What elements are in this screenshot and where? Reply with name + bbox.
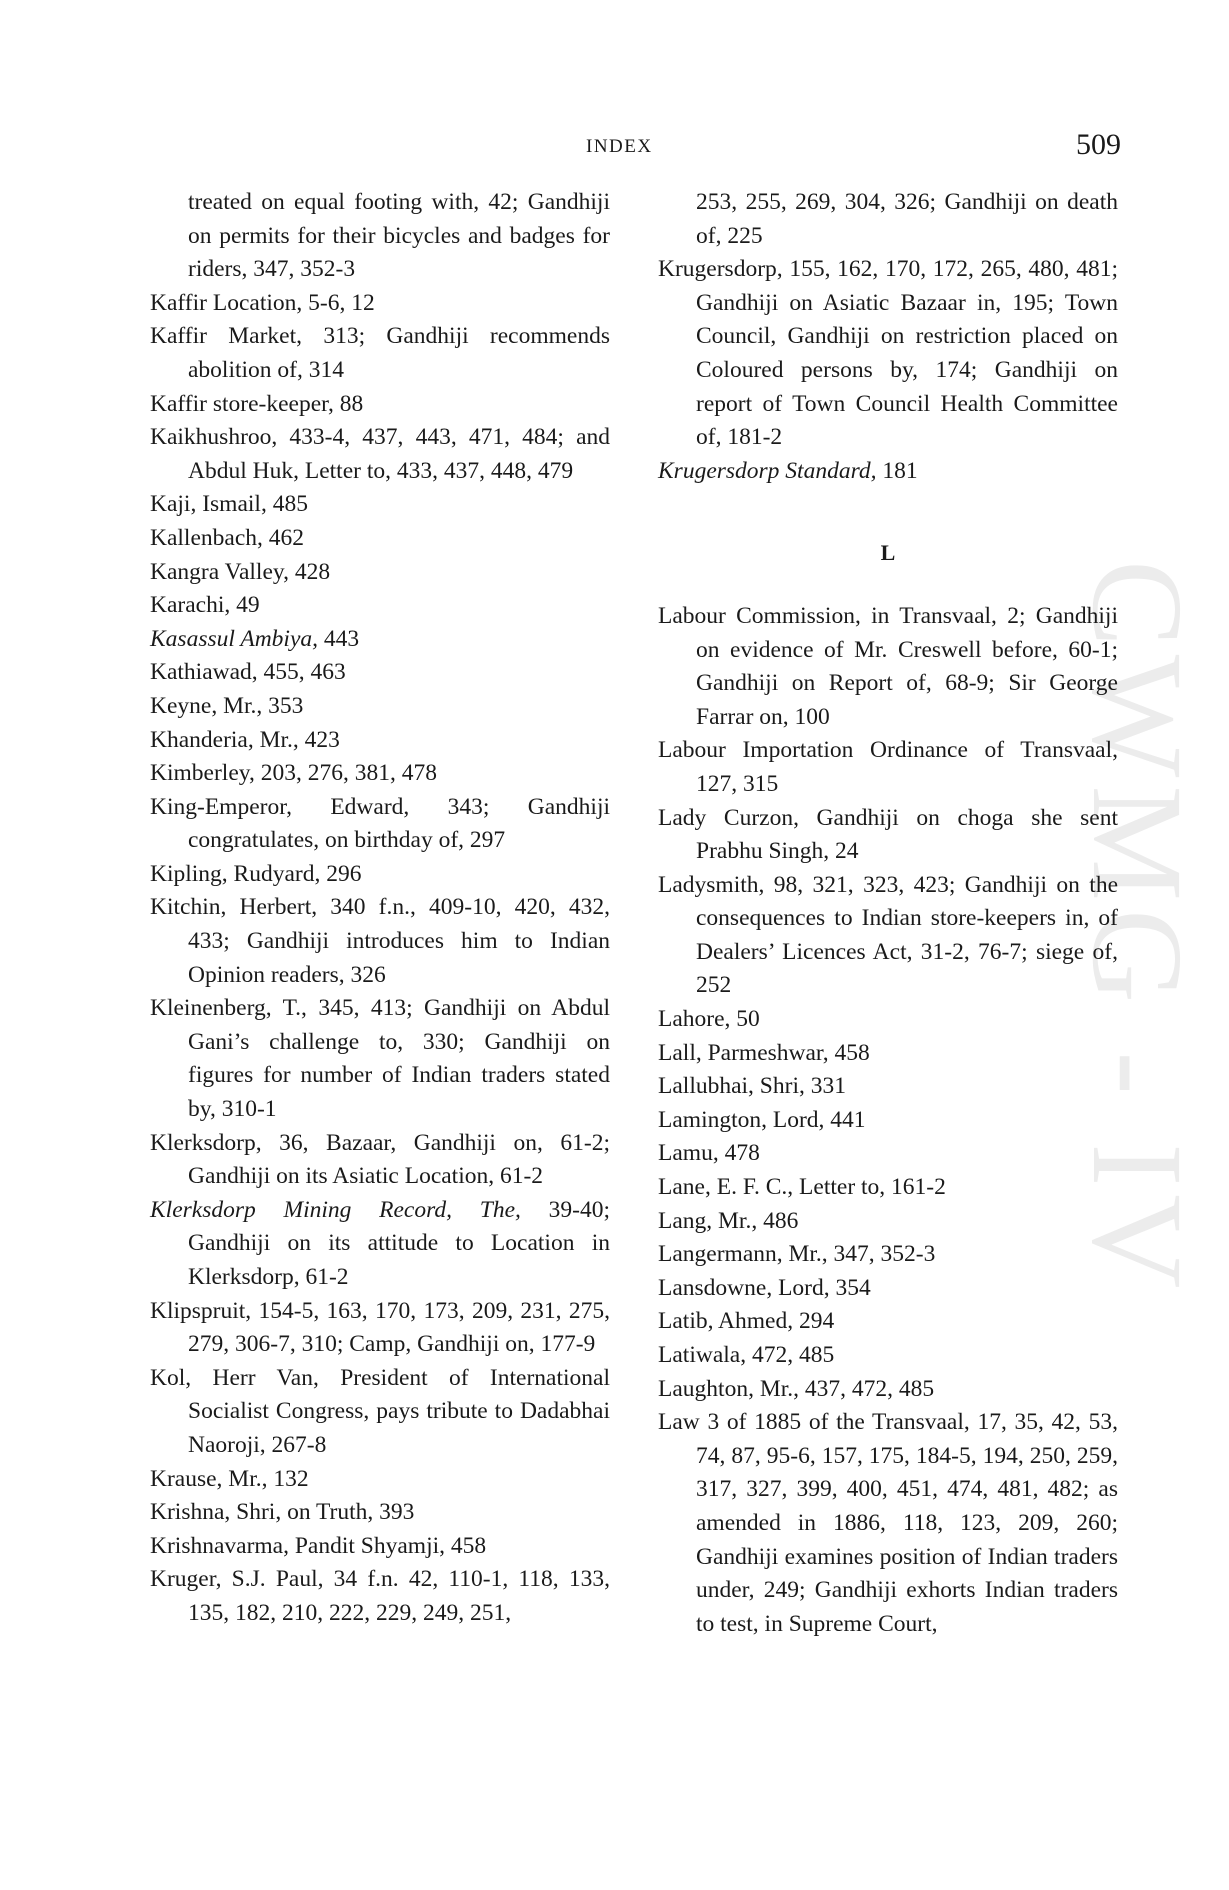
entry-text: Kaffir Market, 313; Gandhiji recommends abolition of, 314 — [150, 323, 610, 383]
index-entry — [658, 1070, 1118, 1104]
index-entry — [150, 690, 610, 724]
index-entry — [150, 992, 610, 1126]
index-column-left — [150, 186, 610, 1631]
index-entry — [658, 1272, 1118, 1306]
index-entry — [658, 1406, 1118, 1641]
entry-text: treated on equal footing with, 42; Gandhiji on permits for their bicycles and badges for riders, 347, 352-3 — [188, 189, 610, 283]
entry-text: Krishna, Shri, on Truth, 393 — [150, 1499, 415, 1526]
entry-text: Latib, Ahmed, 294 — [658, 1308, 835, 1335]
index-entry — [150, 320, 610, 387]
index-entry — [658, 1171, 1118, 1205]
entry-text: Lall, Parmeshwar, 458 — [658, 1039, 870, 1066]
index-entry — [658, 1373, 1118, 1407]
index-entry — [150, 287, 610, 321]
entry-text: Kathiawad, 455, 463 — [150, 659, 346, 686]
index-entry — [658, 1339, 1118, 1373]
entry-text: Keyne, Mr., 353 — [150, 692, 304, 719]
index-column-right — [658, 186, 1118, 1641]
entry-text: 39-40; Gandhiji on its attitude to Location in Klerksdorp, 61-2 — [188, 1196, 610, 1290]
index-entry — [150, 488, 610, 522]
entry-text: Lahore, 50 — [658, 1006, 760, 1033]
entry-text: Langermann, Mr., 347, 352-3 — [658, 1241, 936, 1268]
index-entry — [658, 600, 1118, 734]
index-entry — [150, 1496, 610, 1530]
entry-text: Labour Importation Ordinance of Transvaal, 127, 315 — [658, 737, 1118, 797]
index-entry — [150, 556, 610, 590]
index-entry — [150, 791, 610, 858]
index-entry — [150, 891, 610, 992]
entry-text: Ladysmith, 98, 321, 323, 423; Gandhiji on the consequences to Indian store-keepers in, of Dealers’ Licences Act, 31-2, 76-7; siege of, 252 — [658, 871, 1118, 999]
entry-text: Kol, Herr Van, President of International Socialist Congress, pays tribute to Dadabhai Naoroji, 267-8 — [150, 1364, 610, 1458]
index-entry — [658, 455, 1118, 489]
index-entry — [150, 858, 610, 892]
entry-text: Krugersdorp, 155, 162, 170, 172, 265, 480, 481; Gandhiji on Asiatic Bazaar in, 195; Town Council, Gandhiji on restriction placed on Coloured persons by, 174; Gandhiji on report of Town Council Health Committee of, 181-2 — [658, 256, 1118, 451]
index-entry — [150, 656, 610, 690]
entry-text: Krause, Mr., 132 — [150, 1465, 309, 1492]
entry-text: Lang, Mr., 486 — [658, 1207, 799, 1234]
entry-text: Kangra Valley, 428 — [150, 558, 331, 585]
page-number: 509 — [1076, 128, 1121, 161]
entry-text: Lamu, 478 — [658, 1140, 760, 1167]
running-header: INDEX — [586, 136, 653, 157]
index-entry — [658, 253, 1118, 455]
entry-text: Kaikhushroo, 433-4, 437, 443, 471, 484; and Abdul Huk, Letter to, 433, 437, 448, 479 — [150, 424, 610, 484]
entry-italic-title: Krugersdorp Standard, — [658, 457, 877, 484]
entry-text: Klerksdorp, 36, Bazaar, Gandhiji on, 61-2; Gandhiji on its Asiatic Location, 61-2 — [150, 1129, 610, 1190]
index-entry — [150, 724, 610, 758]
index-entry — [150, 421, 610, 488]
index-entry — [150, 1463, 610, 1497]
entry-italic-title: Klerksdorp Mining Record, The, — [150, 1196, 521, 1223]
entry-text: 443 — [318, 625, 360, 652]
entry-text: Khanderia, Mr., 423 — [150, 726, 340, 753]
index-entry — [150, 1530, 610, 1564]
index-entry — [658, 802, 1118, 869]
entry-text: Law 3 of 1885 of the Transvaal, 17, 35, 42, 53, 74, 87, 95-6, 157, 175, 184-5, 194, 250, 259, 317, 327, 399, 400, 451, 474, 481, 482; as amended in 1886, 118, 123, 209, 260; Gandhiji examines position of Indian traders under, 249; Gandhiji exhorts Indian traders to test, in Supreme Court, — [658, 1409, 1118, 1637]
index-entry — [150, 589, 610, 623]
entry-text: Kaffir store-keeper, 88 — [150, 390, 364, 417]
entry-text: Krishnavarma, Pandit Shyamji, 458 — [150, 1532, 487, 1559]
index-entry — [150, 757, 610, 791]
entry-text: Lallubhai, Shri, 331 — [658, 1073, 846, 1100]
index-entry — [658, 186, 1118, 253]
index-entry — [150, 1127, 610, 1194]
entry-text: Kallenbach, 462 — [150, 524, 305, 551]
entry-text: Lady Curzon, Gandhiji on choga she sent Prabhu Singh, 24 — [658, 804, 1118, 865]
entry-text: Laughton, Mr., 437, 472, 485 — [658, 1375, 935, 1402]
entry-italic-title: Kasassul Ambiya, — [150, 625, 318, 652]
index-entry — [658, 1104, 1118, 1138]
index-entry — [658, 1037, 1118, 1071]
index-entry — [150, 623, 610, 657]
entry-text: Kitchin, Herbert, 340 f.n., 409-10, 420, 432, 433; Gandhiji introduces him to Indian Opinion readers, 326 — [150, 894, 610, 988]
entry-text: Klipspruit, 154-5, 163, 170, 173, 209, 231, 275, 279, 306-7, 310; Camp, Gandhiji on, 177-9 — [150, 1297, 610, 1358]
index-entry — [658, 1305, 1118, 1339]
entry-text: Kaji, Ismail, 485 — [150, 491, 308, 518]
watermark: CWMG - IV — [1065, 560, 1209, 1297]
entry-text: King-Emperor, Edward, 343; Gandhiji congratulates, on birthday of, 297 — [150, 793, 610, 854]
entry-text: Latiwala, 472, 485 — [658, 1342, 835, 1368]
entry-text: Kruger, S.J. Paul, 34 f.n. 42, 110-1, 118, 133, 135, 182, 210, 222, 229, 249, 251, — [150, 1566, 610, 1626]
entry-text: Lamington, Lord, 441 — [658, 1106, 866, 1133]
section-letter-heading: L — [880, 540, 896, 566]
entry-text: Lansdowne, Lord, 354 — [658, 1274, 871, 1301]
index-entry — [658, 734, 1118, 801]
index-entry — [150, 388, 610, 422]
index-entry — [150, 1194, 610, 1295]
entry-text: 181 — [876, 457, 918, 484]
entry-text: Kimberley, 203, 276, 381, 478 — [150, 760, 437, 787]
index-entry — [150, 1295, 610, 1362]
index-entry — [658, 1238, 1118, 1272]
entry-text: 253, 255, 269, 304, 326; Gandhiji on death of, 225 — [696, 189, 1118, 249]
entry-text: Kipling, Rudyard, 296 — [150, 860, 362, 887]
entry-text: Kaffir Location, 5-6, 12 — [150, 289, 375, 316]
index-entry — [150, 1563, 610, 1630]
entry-text: Karachi, 49 — [150, 592, 260, 619]
index-entry — [658, 869, 1118, 1003]
index-entry — [658, 1137, 1118, 1171]
entry-text: Labour Commission, in Transvaal, 2; Gandhiji on evidence of Mr. Creswell before, 60-1; Gandhiji on Report of, 68-9; Sir George Farrar on, 100 — [658, 602, 1118, 730]
index-entry — [150, 186, 610, 287]
entry-text: Lane, E. F. C., Letter to, 161-2 — [658, 1174, 946, 1201]
entry-text: Kleinenberg, T., 345, 413; Gandhiji on Abdul Gani’s challenge to, 330; Gandhiji on figures for number of Indian traders stated by, 310-1 — [150, 995, 610, 1123]
index-entry — [658, 1003, 1118, 1037]
index-entry — [150, 522, 610, 556]
index-entry — [658, 1205, 1118, 1239]
index-entry — [150, 1362, 610, 1463]
